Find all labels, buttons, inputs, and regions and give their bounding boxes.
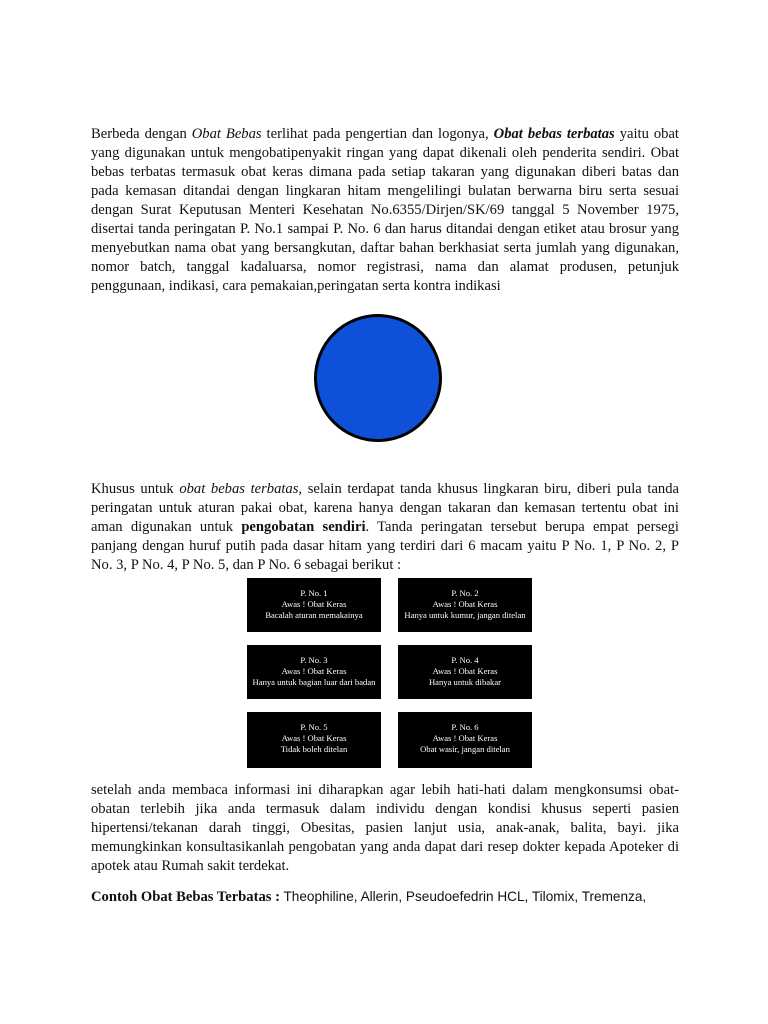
warning-text: Hanya untuk dibakar (428, 677, 502, 687)
pengobatan-sendiri-bold: pengobatan sendiri (241, 519, 366, 535)
examples-label: Contoh Obat Bebas Terbatas : (91, 889, 280, 905)
intro-text-3: yaitu obat yang digunakan untuk mengobatipenyakit ringan yang dapat dikenali oleh penderita sendiri. Obat bebas terbatas termasuk obat keras dimana pada setiap takaran yang digunakan diberi batas dan pada kemasan ditandai dengan lingkaran hitam mengelilingi bulatan berwarna biru serta sesuai dengan Surat Keputusan Menteri Kesehatan No.6355/Dirjen/SK/69 tanggal 5 November 1975, disertai tanda peringatan P. No.1 sampai P. No. 6 dan harus ditandai dengan etiket atau brosur yang menyebutkan nama obat yang bersangkutan, daftar bahan berkhasiat serta jumlah yang digunakan, nomor batch, tanggal kadaluarsa, nomor registrasi, nama dan alamat produsen, petunjuk penggunaan, indikasi, cara pemakaian,peringatan serta kontra indikasi (91, 126, 679, 294)
warning-text: Tidak boleh ditelan (280, 744, 348, 754)
warning-text: Obat wasir, jangan ditelan (420, 744, 510, 754)
warning-header: Awas ! Obat Keras (432, 733, 498, 743)
intro-text-1: Berbeda dengan (91, 126, 192, 142)
intro-text-2: terlihat pada pengertian dan logonya, (261, 126, 494, 142)
warning-number: P. No. 4 (451, 655, 479, 665)
warning-label-p4 (398, 645, 532, 699)
warning-label-p5 (247, 712, 381, 768)
warning-text-3: . Tanda peringatan tersebut berupa empat persegi panjang dengan huruf putih pada dasar hitam yang terdiri dari 6 macam yaitu P No. 1, P No. 2, P No. 3, P No. 4, P No. 5, dan P No. 6 sebagai berikut : (91, 519, 679, 573)
warning-header: Awas ! Obat Keras (281, 733, 347, 743)
warning-label-p2 (398, 578, 532, 632)
warning-number: P. No. 1 (300, 588, 328, 598)
warning-header: Awas ! Obat Keras (432, 599, 498, 609)
warning-number: P. No. 3 (300, 655, 328, 665)
warning-header: Awas ! Obat Keras (281, 599, 347, 609)
warning-text: Hanya untuk kumur, jangan ditelan (404, 610, 526, 620)
warning-number: P. No. 6 (451, 722, 479, 732)
intro-paragraph (91, 125, 679, 296)
blue-circle-logo (314, 314, 442, 442)
warning-intro-paragraph (91, 480, 679, 575)
warning-text-1: Khusus untuk (91, 481, 180, 497)
warning-text: Hanya untuk bagian luar dari badan (252, 677, 376, 687)
warning-header: Awas ! Obat Keras (281, 666, 347, 676)
warning-number: P. No. 2 (451, 588, 479, 598)
advice-text: setelah anda membaca informasi ini diharapkan agar lebih hati-hati dalam mengkonsumsi obat-obatan terlebih jika anda termasuk dalam individu dengan kondisi khusus seperti pasien hipertensi/tekanan darah tinggi, Obesitas, pasien lanjut usia, anak-anak, balita, bayi. jika memungkinkan konsultasikanlah pengobatan yang anda dapat dari resep dokter kepada Apoteker di apotek atau Rumah sakit terdekat. (91, 782, 679, 874)
warning-number: P. No. 5 (300, 722, 328, 732)
warning-label-p3 (247, 645, 381, 699)
obat-bebas-term: Obat Bebas (191, 126, 262, 142)
obat-bebas-terbatas-italic: obat bebas terbatas (179, 481, 299, 497)
warning-label-p1 (247, 578, 381, 632)
advice-paragraph (91, 781, 679, 876)
obat-bebas-terbatas-term: Obat bebas terbatas (493, 126, 615, 142)
warning-header: Awas ! Obat Keras (432, 666, 498, 676)
warning-label-p6 (398, 712, 532, 768)
warning-text-2: , selain terdapat tanda khusus lingkaran biru, diberi pula tanda peringatan untuk aturan pakai obat, karena hanya dengan takaran dan kemasan tertentu obat ini aman digunakan untuk (91, 481, 679, 535)
warning-text: Bacalah aturan memakainya (265, 610, 363, 620)
examples-paragraph (91, 887, 679, 907)
examples-list: Theophiline, Allerin, Pseudoefedrin HCL, Tilomix, Tremenza, (279, 889, 647, 904)
